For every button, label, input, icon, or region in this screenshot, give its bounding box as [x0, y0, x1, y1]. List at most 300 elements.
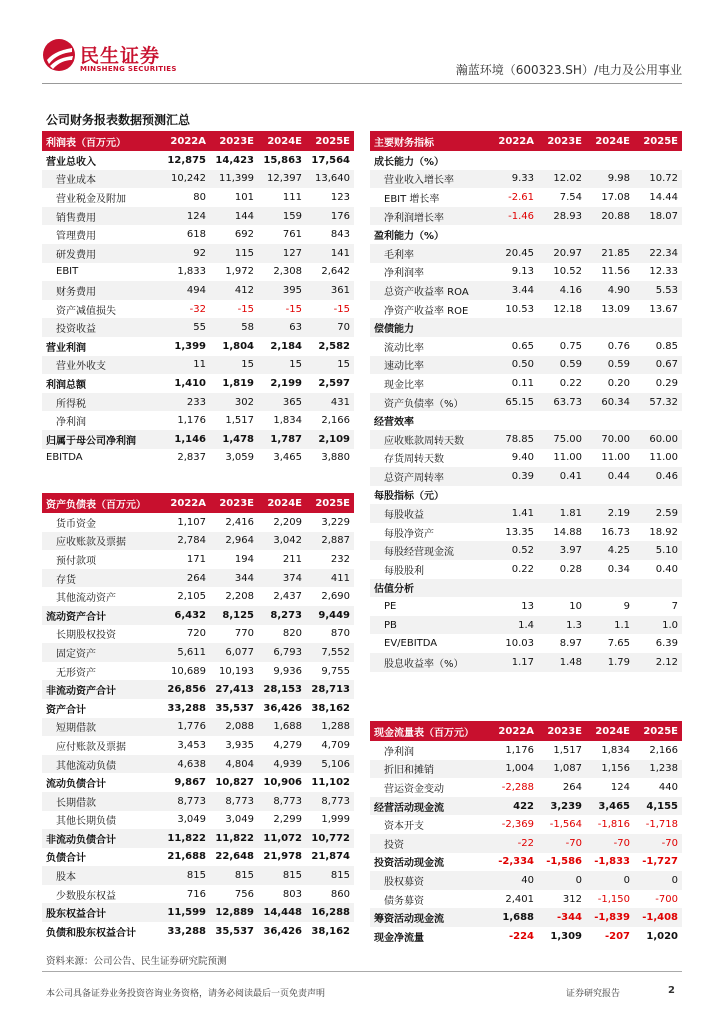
- value-cell: 11,599: [162, 903, 210, 922]
- value-cell: 13: [521, 601, 534, 613]
- value-cell: 770: [234, 628, 254, 640]
- table-row: [42, 356, 354, 375]
- value-cell: 1,004: [490, 760, 538, 779]
- value-cell: 0: [634, 871, 682, 890]
- table-row: [42, 263, 354, 282]
- value-cell: 0: [538, 871, 586, 890]
- value-cell: [538, 579, 586, 598]
- table-title-cell: 利润表（百万元）: [42, 131, 162, 151]
- value-cell: 5,106: [306, 755, 354, 774]
- value-cell: -207: [604, 930, 630, 942]
- value-cell: 803: [282, 888, 302, 900]
- value-cell: 0.50: [490, 356, 538, 375]
- value-cell: -1,833: [594, 856, 630, 868]
- row-label: 总资产周转率: [370, 467, 490, 486]
- value-cell: 14.44: [649, 191, 678, 203]
- page-header: [0, 0, 724, 90]
- value-cell: 5.53: [634, 281, 682, 300]
- value-cell: 8.97: [559, 638, 582, 650]
- row-label: 其他流动负债: [42, 755, 162, 774]
- value-cell: 10: [569, 601, 582, 613]
- value-cell: 127: [258, 244, 306, 263]
- value-cell: [490, 486, 538, 505]
- value-cell: 2,784: [162, 532, 210, 551]
- table-row: [370, 263, 682, 282]
- cash-flow-table: [370, 721, 682, 946]
- value-cell: 344: [210, 569, 258, 588]
- value-cell: 28.93: [538, 207, 586, 226]
- value-cell: 716: [186, 888, 206, 900]
- row-label: 负债和股东权益合计: [46, 927, 136, 939]
- value-cell: 0.11: [511, 377, 534, 389]
- value-cell: -70: [538, 834, 586, 853]
- value-cell: 60.34: [586, 393, 634, 412]
- table-header-row: [370, 131, 682, 151]
- value-cell: 21,978: [263, 851, 302, 863]
- year-header-cell: 2025E: [306, 131, 354, 151]
- row-label: PB: [370, 616, 490, 635]
- table-row: [370, 170, 682, 189]
- value-cell: 440: [658, 781, 678, 793]
- value-cell: [538, 151, 586, 170]
- row-label: 货币资金: [56, 518, 96, 530]
- value-cell: 361: [306, 281, 354, 300]
- value-cell: 5,611: [162, 643, 210, 662]
- value-cell: 14,423: [215, 154, 254, 166]
- value-cell: 232: [330, 553, 350, 565]
- value-cell: 9,936: [273, 665, 302, 677]
- value-cell: -1,408: [634, 908, 682, 927]
- value-cell: 1,804: [222, 340, 254, 352]
- table-row: [42, 625, 354, 644]
- value-cell: 2,582: [318, 340, 350, 352]
- value-cell: 0.44: [586, 467, 634, 486]
- value-cell: [586, 225, 634, 244]
- value-cell: 6,432: [162, 606, 210, 625]
- value-cell: 1.79: [586, 653, 634, 672]
- value-cell: 2,401: [505, 893, 534, 905]
- value-cell: -344: [538, 908, 586, 927]
- table-row: [370, 523, 682, 542]
- table-row: [370, 597, 682, 616]
- footer-doc-type: 证券研究报告: [566, 989, 621, 999]
- value-cell: 3,049: [177, 814, 206, 826]
- value-cell: 14,448: [258, 903, 306, 922]
- value-cell: [634, 225, 682, 244]
- table-row: [370, 318, 682, 337]
- value-cell: 4,155: [634, 797, 682, 816]
- row-label: 非流动资产合计: [42, 680, 162, 699]
- value-cell: 11: [162, 356, 210, 375]
- value-cell: 4.25: [586, 541, 634, 560]
- value-cell: 10,242: [162, 170, 210, 189]
- row-label: 股东权益合计: [42, 903, 162, 922]
- value-cell: [490, 318, 538, 337]
- value-cell: 70: [306, 318, 354, 337]
- value-cell: 2,690: [321, 591, 350, 603]
- value-cell: 9.13: [511, 266, 534, 278]
- row-label: 股本: [42, 866, 162, 885]
- value-cell: 2,308: [273, 266, 302, 278]
- value-cell: 124: [162, 207, 210, 226]
- value-cell: -1,586: [546, 856, 582, 868]
- value-cell: 35,537: [215, 925, 254, 937]
- table-row: [370, 927, 682, 946]
- table-row: [370, 430, 682, 449]
- table-row: [42, 587, 354, 606]
- value-cell: 16.73: [601, 526, 630, 538]
- value-cell: 3.44: [490, 281, 538, 300]
- table-row: [42, 207, 354, 226]
- row-label: 资产合计: [46, 704, 86, 716]
- value-cell: 12.33: [649, 266, 678, 278]
- value-cell: 11,822: [162, 829, 210, 848]
- value-cell: 1,834: [273, 415, 302, 427]
- value-cell: 8,273: [258, 606, 306, 625]
- row-label: 偿债能力: [370, 318, 490, 337]
- value-cell: 35,537: [215, 702, 254, 714]
- row-label: 现金净流量: [374, 932, 424, 944]
- table-row: [370, 871, 682, 890]
- value-cell: 264: [162, 569, 210, 588]
- value-cell: 55: [162, 318, 210, 337]
- value-cell: 0.52: [490, 541, 538, 560]
- value-cell: [634, 486, 682, 505]
- year-header-cell: 2024E: [586, 721, 634, 741]
- value-cell: 11.00: [553, 452, 582, 464]
- row-label: 其他流动资产: [56, 593, 116, 605]
- value-cell: 6,793: [258, 643, 306, 662]
- value-cell: 2,105: [177, 591, 206, 603]
- page-number: 2: [668, 985, 675, 996]
- value-cell: 1,176: [505, 744, 534, 756]
- table-row: [42, 532, 354, 551]
- row-label: 少数股东权益: [56, 890, 116, 902]
- value-cell: 5.10: [634, 541, 682, 560]
- value-cell: 194: [234, 553, 254, 565]
- value-cell: 13.09: [601, 303, 630, 315]
- value-cell: 11.00: [601, 452, 630, 464]
- value-cell: 8,773: [210, 792, 258, 811]
- row-label: 股权募资: [370, 871, 490, 890]
- value-cell: 141: [306, 244, 354, 263]
- value-cell: -1,564: [549, 819, 582, 831]
- value-cell: 2,088: [210, 718, 258, 737]
- key-ratios-table: [370, 131, 682, 672]
- row-label: 非流动负债合计: [42, 829, 162, 848]
- value-cell: 1,399: [174, 340, 206, 352]
- value-cell: -15: [333, 303, 350, 315]
- value-cell: [634, 579, 682, 598]
- value-cell: 9: [623, 601, 630, 613]
- table-row: [370, 356, 682, 375]
- value-cell: 11,102: [311, 777, 350, 789]
- row-label: 投资活动现金流: [374, 858, 444, 870]
- value-cell: 10,906: [263, 777, 302, 789]
- table-row: [370, 890, 682, 909]
- value-cell: 4,279: [273, 739, 302, 751]
- value-cell: 1,776: [162, 718, 210, 737]
- value-cell: 159: [258, 207, 306, 226]
- value-cell: 0.65: [511, 340, 534, 352]
- value-cell: 78.85: [490, 430, 538, 449]
- row-label: 毛利率: [370, 244, 490, 263]
- value-cell: 15,863: [263, 154, 302, 166]
- value-cell: 33,288: [167, 925, 206, 937]
- value-cell: 8,773: [306, 792, 354, 811]
- row-label: 经营效率: [374, 417, 414, 429]
- value-cell: 1,688: [490, 908, 538, 927]
- value-cell: [538, 486, 586, 505]
- value-cell: 0.75: [559, 340, 582, 352]
- value-cell: 0.40: [655, 563, 678, 575]
- row-label: 流动比率: [384, 342, 424, 354]
- value-cell: 0.59: [538, 356, 586, 375]
- row-label: PE: [384, 601, 397, 613]
- value-cell: [490, 151, 538, 170]
- value-cell: 12,875: [167, 154, 206, 166]
- value-cell: [586, 486, 634, 505]
- value-cell: 58: [210, 318, 258, 337]
- value-cell: -2,288: [501, 781, 534, 793]
- value-cell: 4.16: [538, 281, 586, 300]
- table-row: [370, 504, 682, 523]
- row-label: 流动资产合计: [42, 606, 162, 625]
- table-row: [42, 337, 354, 356]
- value-cell: 9.98: [586, 170, 634, 189]
- value-cell: 494: [162, 281, 210, 300]
- source-note: 资料来源：公司公告、民生证券研究院预测: [46, 956, 227, 967]
- value-cell: 2,887: [306, 532, 354, 551]
- table-row: [42, 430, 354, 449]
- value-cell: 2,166: [649, 744, 678, 756]
- value-cell: 870: [330, 628, 350, 640]
- row-label: 销售费用: [42, 207, 162, 226]
- value-cell: 7.54: [559, 191, 582, 203]
- value-cell: -1,718: [645, 819, 678, 831]
- table-row: [42, 922, 354, 941]
- value-cell: 1,176: [177, 415, 206, 427]
- value-cell: 11,399: [210, 170, 258, 189]
- row-label: 净利润: [56, 417, 86, 429]
- value-cell: 13.35: [505, 526, 534, 538]
- table-row: [370, 225, 682, 244]
- value-cell: [586, 411, 634, 430]
- section-title: 公司财务报表数据预测汇总: [46, 113, 191, 127]
- row-label: 每股净资产: [384, 528, 434, 540]
- value-cell: 40: [490, 871, 538, 890]
- value-cell: 10,772: [306, 829, 354, 848]
- value-cell: 0.76: [607, 340, 630, 352]
- value-cell: 0: [586, 871, 634, 890]
- value-cell: [490, 411, 538, 430]
- value-cell: 4.90: [586, 281, 634, 300]
- value-cell: 3,880: [321, 452, 350, 464]
- value-cell: 1,309: [550, 930, 582, 942]
- value-cell: 1.3: [538, 616, 586, 635]
- table-row: [42, 151, 354, 170]
- value-cell: 10.72: [634, 170, 682, 189]
- value-cell: 10,827: [215, 777, 254, 789]
- year-header-cell: 2023E: [538, 721, 586, 741]
- value-cell: 101: [234, 191, 254, 203]
- value-cell: -15: [285, 303, 302, 315]
- value-cell: [538, 225, 586, 244]
- table-row: [370, 188, 682, 207]
- header-divider: [42, 83, 682, 84]
- value-cell: 1,517: [553, 744, 582, 756]
- value-cell: 2,299: [273, 814, 302, 826]
- row-label: 估值分析: [370, 579, 490, 598]
- table-row: [42, 374, 354, 393]
- value-cell: 20.97: [538, 244, 586, 263]
- value-cell: 431: [306, 393, 354, 412]
- value-cell: -2,369: [501, 819, 534, 831]
- value-cell: 9,449: [306, 606, 354, 625]
- value-cell: 11.00: [649, 452, 678, 464]
- balance-sheet-table: [42, 493, 354, 941]
- table-row: [42, 848, 354, 867]
- value-cell: 3.97: [538, 541, 586, 560]
- table-row: [370, 393, 682, 412]
- value-cell: 11.56: [601, 266, 630, 278]
- table-row: [42, 903, 354, 922]
- table-row: [42, 773, 354, 792]
- table-row: [42, 411, 354, 430]
- value-cell: 33,288: [167, 702, 206, 714]
- value-cell: [586, 151, 634, 170]
- value-cell: 2,964: [210, 532, 258, 551]
- value-cell: 2,166: [321, 415, 350, 427]
- value-cell: 0.59: [586, 356, 634, 375]
- value-cell: 1,819: [222, 377, 254, 389]
- value-cell: 1.1: [586, 616, 634, 635]
- table-row: [370, 741, 682, 760]
- row-label: 每股指标（元）: [374, 491, 444, 503]
- value-cell: 4,939: [258, 755, 306, 774]
- table-row: [370, 337, 682, 356]
- row-label: 存货周转天数: [384, 454, 444, 466]
- table-row: [42, 281, 354, 300]
- value-cell: 3,453: [177, 739, 206, 751]
- value-cell: 10.52: [553, 266, 582, 278]
- value-cell: 1,833: [177, 266, 206, 278]
- table-row: [42, 606, 354, 625]
- value-cell: 12,397: [258, 170, 306, 189]
- income-statement-table: [42, 131, 354, 467]
- row-label: 每股收益: [370, 504, 490, 523]
- value-cell: 0.41: [538, 467, 586, 486]
- value-cell: -70: [634, 834, 682, 853]
- value-cell: 10.03: [505, 638, 534, 650]
- value-cell: 9.33: [490, 170, 538, 189]
- table-title-cell: 资产负债表（百万元）: [42, 493, 162, 513]
- value-cell: 1,517: [225, 415, 254, 427]
- value-cell: 2,109: [306, 430, 354, 449]
- table-row: [42, 755, 354, 774]
- row-label: 筹资活动现金流: [370, 908, 490, 927]
- value-cell: 17.08: [601, 191, 630, 203]
- value-cell: [538, 318, 586, 337]
- row-label: 投资收益: [42, 318, 162, 337]
- value-cell: 0.85: [655, 340, 678, 352]
- year-header-cell: 2025E: [634, 131, 682, 151]
- value-cell: -1,150: [597, 893, 630, 905]
- table-row: [42, 811, 354, 830]
- value-cell: 815: [162, 866, 210, 885]
- value-cell: -700: [655, 893, 678, 905]
- row-label: 无形资产: [56, 667, 96, 679]
- row-label: 固定资产: [42, 643, 162, 662]
- value-cell: 3,229: [321, 516, 350, 528]
- value-cell: 1,972: [225, 266, 254, 278]
- row-label: 负债合计: [46, 853, 86, 865]
- value-cell: -1.46: [490, 207, 538, 226]
- value-cell: -1,839: [586, 908, 634, 927]
- value-cell: 374: [258, 569, 306, 588]
- year-header-cell: 2024E: [258, 493, 306, 513]
- value-cell: 0.28: [559, 563, 582, 575]
- value-cell: 65.15: [490, 393, 538, 412]
- value-cell: 21.85: [586, 244, 634, 263]
- row-label: EV/EBITDA: [384, 638, 438, 650]
- table-row: [370, 853, 682, 872]
- year-header-cell: 2023E: [210, 131, 258, 151]
- table-row: [42, 550, 354, 569]
- table-row: [370, 834, 682, 853]
- value-cell: 720: [186, 628, 206, 640]
- value-cell: 17,564: [311, 154, 350, 166]
- value-cell: 1,787: [258, 430, 306, 449]
- row-label: 管理费用: [56, 231, 96, 243]
- row-label: 所得税: [42, 393, 162, 412]
- value-cell: 0.22: [559, 377, 582, 389]
- value-cell: 0.39: [490, 467, 538, 486]
- table-header-row: [42, 493, 354, 513]
- value-cell: 412: [210, 281, 258, 300]
- table-row: [370, 560, 682, 579]
- value-cell: 2,199: [270, 377, 302, 389]
- table-row: [370, 579, 682, 598]
- table-title-cell: 主要财务指标: [370, 131, 490, 151]
- value-cell: 4,709: [321, 739, 350, 751]
- value-cell: 171: [186, 553, 206, 565]
- footer-disclaimer: 本公司具备证券业务投资咨询业务资格，请务必阅读最后一页免责声明: [46, 989, 326, 999]
- row-label: 折旧和摊销: [370, 760, 490, 779]
- value-cell: 123: [330, 191, 350, 203]
- table-row: [42, 513, 354, 532]
- table-row: [42, 188, 354, 207]
- row-label: EBIT: [56, 266, 79, 278]
- value-cell: 10,193: [219, 665, 254, 677]
- value-cell: 312: [562, 893, 582, 905]
- value-cell: 9,755: [321, 665, 350, 677]
- row-label: 盈利能力（%）: [374, 231, 445, 243]
- table-header-row: [42, 131, 354, 151]
- row-label: 债务募资: [384, 895, 424, 907]
- year-header-cell: 2024E: [586, 131, 634, 151]
- value-cell: [634, 151, 682, 170]
- row-label: 资产负债率（%）: [370, 393, 490, 412]
- value-cell: 12.02: [538, 170, 586, 189]
- table-row: [42, 170, 354, 189]
- row-label: 经营活动现金流: [370, 797, 490, 816]
- value-cell: 36,426: [263, 925, 302, 937]
- value-cell: 1,478: [210, 430, 258, 449]
- value-cell: 0.29: [655, 377, 678, 389]
- value-cell: 1.41: [490, 504, 538, 523]
- year-header-cell: 2023E: [210, 493, 258, 513]
